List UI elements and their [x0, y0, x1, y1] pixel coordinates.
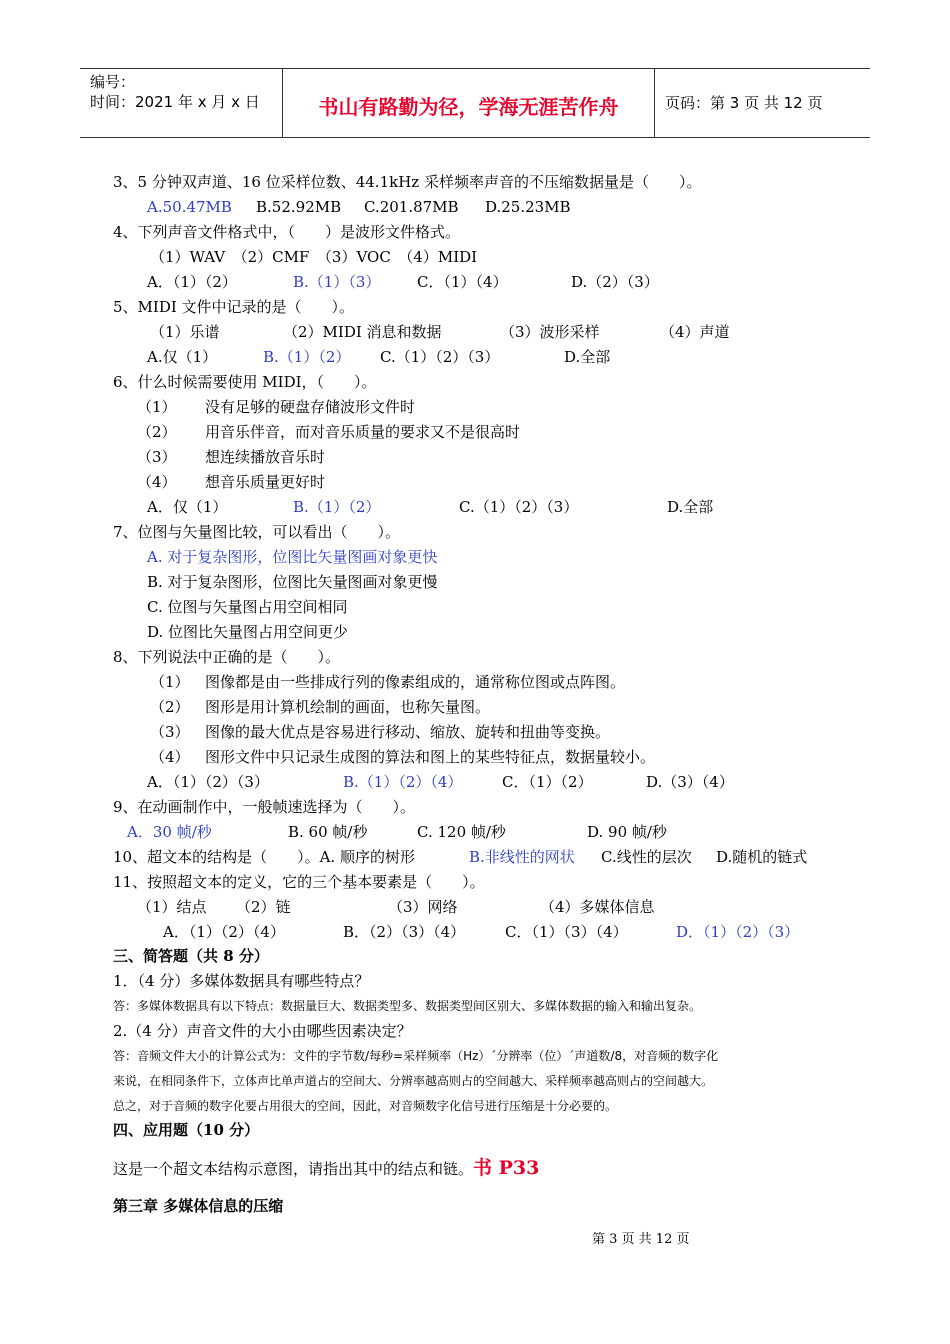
section3-answer-2-line-2: 来说，在相同条件下，立体声比单声道占的空间大、分辨率越高则占的空间越大、采样频率越高则占的空间越大。 [113, 1074, 714, 1088]
q6-item-1-num: （1） [137, 398, 177, 416]
q5-item-2: （2）MIDI 消息和数据 [283, 323, 442, 341]
header-motto: 书山有路勤为径，学海无涯苦作舟 [283, 69, 655, 137]
q8-item-1-text: 图像都是由一些排成行列的像素组成的，通常称位图或点阵图。 [205, 673, 626, 691]
header-code-label: 编号： [90, 73, 136, 91]
q3-stem: 3、5 分钟双声道、16 位采样位数、44.1kHz 采样频率声音的不压缩数据量是（ ）。 [113, 173, 702, 191]
q4-option-b: B.（1）（3） [293, 273, 381, 291]
q3-option-c: C.201.87MB [364, 198, 459, 216]
q7-option-d: D. 位图比矢量图占用空间更少 [147, 623, 349, 641]
section3-answer-2-line-1: 答：音频文件大小的计算公式为：文件的字节数/每秒=采样频率（Hz）´分辨率（位）´声道数/8，对音频的数字化 [113, 1049, 719, 1063]
q6-item-3-text: 想连续播放音乐时 [205, 448, 326, 466]
q6-stem: 6、什么时候需要使用 MIDI，（ ）。 [113, 373, 377, 391]
q7-option-c: C. 位图与矢量图占用空间相同 [147, 598, 348, 616]
q8-option-a: A．（1）（2）（3） [147, 773, 269, 791]
q6-item-4-text: 想音乐质量更好时 [205, 473, 326, 491]
q11-item-4: （4）多媒体信息 [540, 898, 655, 916]
q8-item-3-num: （3） [150, 723, 190, 741]
q5-option-b: B.（1）（2） [263, 348, 351, 366]
section4-title: 四、应用题（10 分） [113, 1121, 260, 1139]
q3-option-d: D.25.23MB [485, 198, 571, 216]
q8-item-2-num: （2） [150, 698, 190, 716]
q6-item-3-num: （3） [137, 448, 177, 466]
q9-option-b: B. 60 帧/秒 [288, 823, 368, 841]
q6-option-d: D.全部 [667, 498, 714, 516]
q4-option-d: D.（2）（3） [571, 273, 659, 291]
q5-item-3: （3）波形采样 [500, 323, 600, 341]
q8-option-c: C．（1）（2） [502, 773, 593, 791]
q8-option-d: D.（3）（4） [646, 773, 734, 791]
q3-option-b: B.52.92MB [256, 198, 342, 216]
q8-item-2-text: 图形是用计算机绘制的画面，也称矢量图。 [205, 698, 491, 716]
q3-option-a: A.50.47MB [147, 198, 232, 216]
q10-option-d: D.随机的链式 [716, 848, 808, 866]
section4-text [113, 1158, 539, 1179]
q10-option-c: C.线性的层次 [601, 848, 692, 866]
section4-question: 这是一个超文本结构示意图，请指出其中的结点和链。 [113, 1160, 474, 1178]
page-footer: 第 3 页 共 12 页 [592, 1232, 690, 1247]
section3-answer-2-line-3: 总之，对于音频的数字化要占用很大的空间，因此，对音频数字化信号进行压缩是十分必要的。 [113, 1099, 618, 1113]
q6-item-2-text: 用音乐伴音，而对音乐质量的要求又不是很高时 [205, 423, 521, 441]
q4-option-a: A．（1）（2） [147, 273, 237, 291]
q5-stem: 5、MIDI 文件中记录的是（ ）。 [113, 298, 355, 316]
header-meta-cell [80, 69, 283, 137]
q4-stem: 4、下列声音文件格式中，（ ）是波形文件格式。 [113, 223, 461, 241]
q9-stem: 9、在动画制作中，一般帧速选择为（ ）。 [113, 798, 416, 816]
q6-item-4-num: （4） [137, 473, 177, 491]
section3-question-2: 2.（4 分）声音文件的大小由哪些因素决定？ [113, 1022, 412, 1040]
q7-stem: 7、位图与矢量图比较，可以看出（ ）。 [113, 523, 401, 541]
q10-stem: 10、超文本的结构是（ ）。A. 顺序的树形 [113, 848, 415, 866]
q8-item-3-text: 图像的最大优点是容易进行移动、缩放、旋转和扭曲等变换。 [205, 723, 611, 741]
q6-option-c: C.（1）（2）（3） [459, 498, 579, 516]
q5-option-a: A.仅（1） [147, 348, 218, 366]
header-time-label: 时间：2021 年 x 月 x 日 [90, 93, 260, 111]
section3-answer-1: 答：多媒体数据具有以下特点：数据量巨大、数据类型多、数据类型间区别大、多媒体数据的输入和输出复杂。 [113, 999, 702, 1013]
section4-book-ref: 书 P33 [473, 1157, 540, 1179]
q6-option-b: B.（1）（2） [293, 498, 381, 516]
q9-option-c: C. 120 帧/秒 [417, 823, 506, 841]
header-page-label: 页码：第 3 页 共 12 页 [665, 94, 823, 112]
q9-option-d: D. 90 帧/秒 [587, 823, 667, 841]
q4-option-c: C．（1）（4） [417, 273, 508, 291]
q11-option-d: D．（1）（2）（3） [676, 923, 800, 941]
q7-option-a: A. 对于复杂图形，位图比矢量图画对象更快 [147, 548, 438, 566]
section3-question-1: 1．（4 分）多媒体数据具有哪些特点？ [113, 972, 370, 990]
q5-item-1: （1）乐谱 [150, 323, 220, 341]
q8-item-1-num: （1） [150, 673, 190, 691]
chapter-heading: 第三章 多媒体信息的压缩 [113, 1197, 284, 1215]
q8-item-4-text: 图形文件中只记录生成图的算法和图上的某些特征点，数据量较小。 [205, 748, 656, 766]
q11-item-3: （3）网络 [388, 898, 458, 916]
q6-item-1-text: 没有足够的硬盘存储波形文件时 [205, 398, 416, 416]
q5-option-d: D.全部 [564, 348, 611, 366]
q11-option-b: B．（2）（3）（4） [343, 923, 466, 941]
q6-option-a: A．仅（1） [147, 498, 228, 516]
q8-option-b: B.（1）（2）（4） [343, 773, 463, 791]
q5-option-c: C.（1）（2）（3） [380, 348, 500, 366]
q5-item-4: （4）声道 [660, 323, 730, 341]
q11-item-2: （2）链 [236, 898, 291, 916]
q11-item-1: （1）结点 [137, 898, 207, 916]
q11-stem: 11、按照超文本的定义，它的三个基本要素是（ ）。 [113, 873, 485, 891]
q9-option-a: A．30 帧/秒 [127, 823, 212, 841]
q10-option-b: B.非线性的网状 [469, 848, 575, 866]
q8-stem: 8、下列说法中正确的是（ ）。 [113, 648, 341, 666]
q11-option-a: A．（1）（2）（4） [163, 923, 285, 941]
page-header [80, 68, 870, 138]
q8-item-4-num: （4） [150, 748, 190, 766]
q11-option-c: C．（1）（3）（4） [505, 923, 628, 941]
q7-option-b: B. 对于复杂图形，位图比矢量图画对象更慢 [147, 573, 438, 591]
q6-item-2-num: （2） [137, 423, 177, 441]
section3-title: 三、简答题（共 8 分） [113, 947, 269, 965]
q4-items: （1）WAV （2）CMF （3）VOC （4）MIDI [150, 248, 478, 266]
